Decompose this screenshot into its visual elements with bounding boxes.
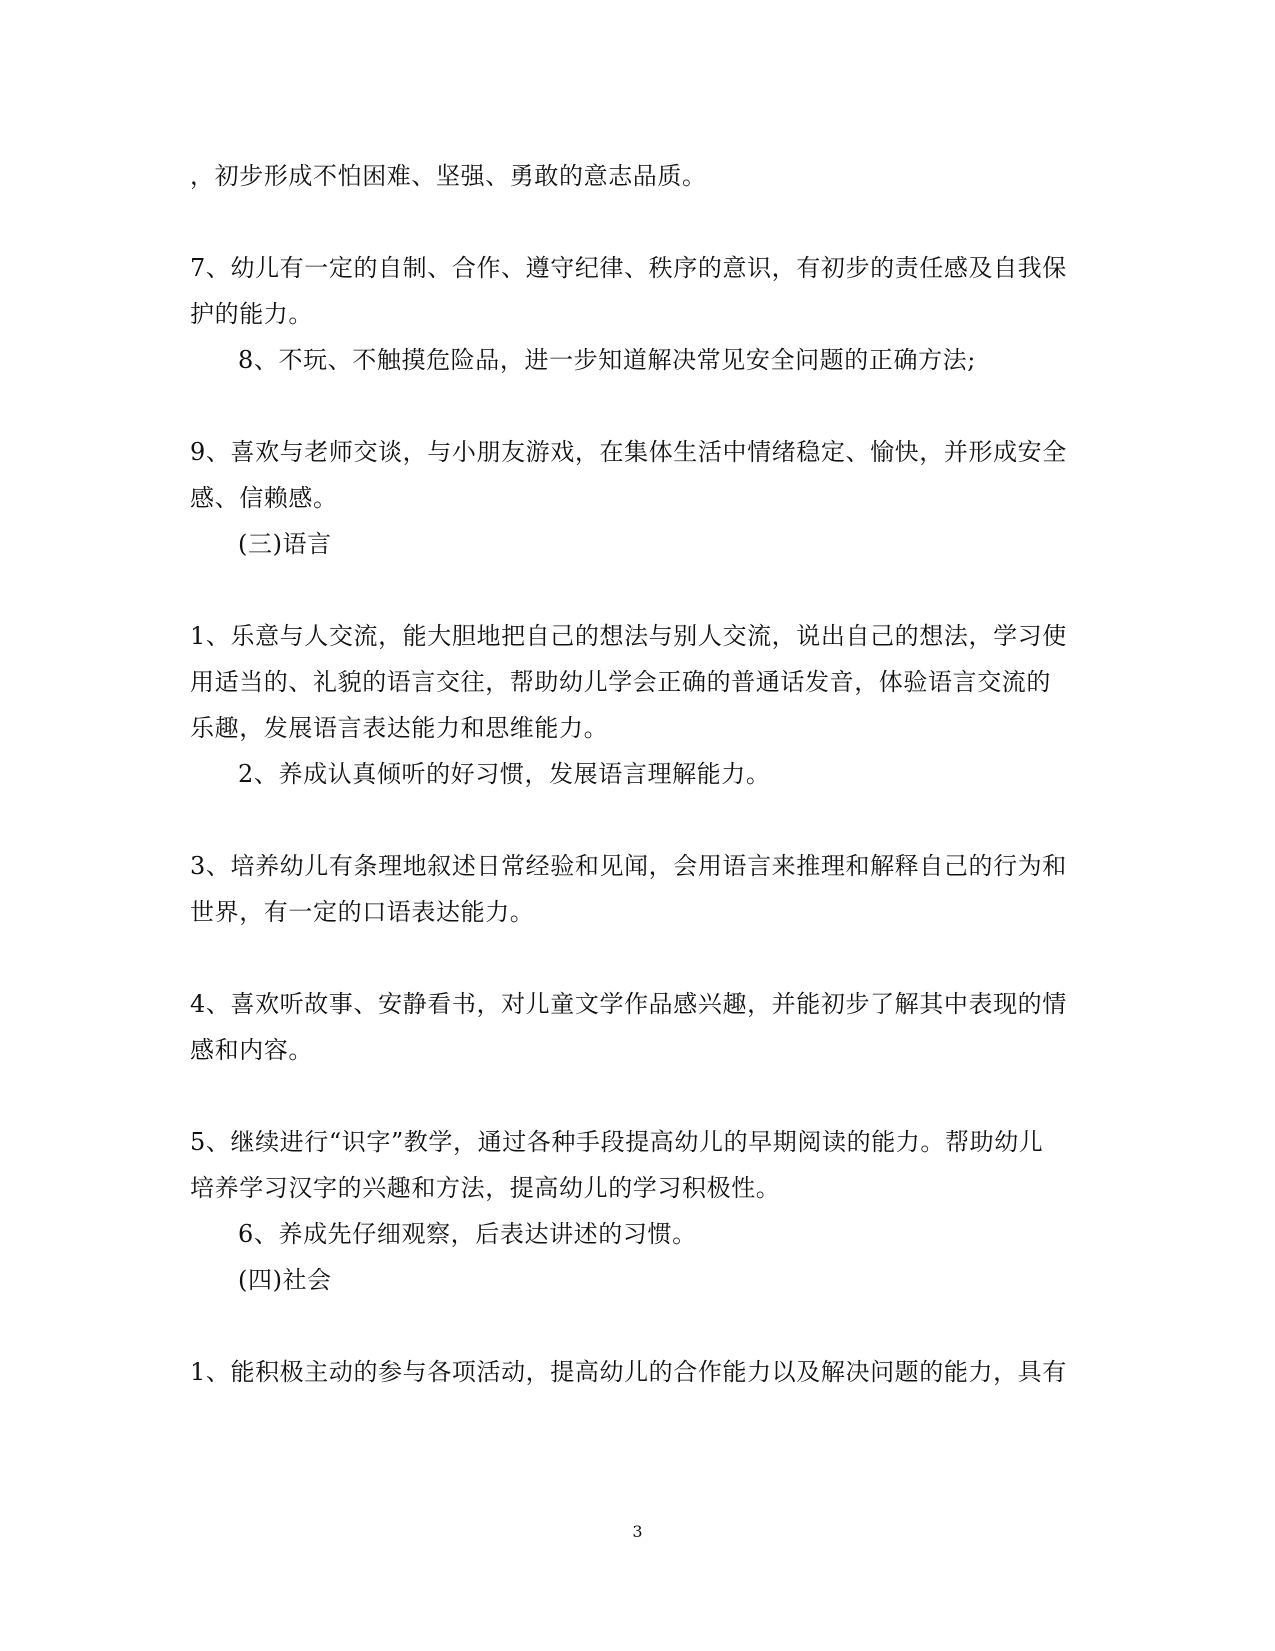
text-line: 1、乐意与人交流，能大胆地把自己的想法与别人交流，说出自己的想法，学习使 [190,622,1067,650]
text-line: 9、喜欢与老师交谈，与小朋友游戏，在集体生活中情绪稳定、愉快，并形成安全 [190,438,1067,466]
text-line: 世界，有一定的口语表达能力。 [190,898,535,926]
text-line: 用适当的、礼貌的语言交往，帮助幼儿学会正确的普通话发音，体验语言交流的 [190,668,1051,696]
page-number: 3 [632,1522,643,1541]
text-line: 4、喜欢听故事、安静看书，对儿童文学作品感兴趣，并能初步了解其中表现的情 [190,990,1067,1018]
text-line: 6、养成先仔细观察，后表达讲述的习惯。 [238,1220,697,1248]
text-line: 2、养成认真倾听的好习惯，发展语言理解能力。 [238,760,771,788]
text-line: 5、继续进行“识字”教学，通过各种手段提高幼儿的早期阅读的能力。帮助幼儿 [190,1128,1044,1156]
section-heading: (三)语言 [238,530,332,558]
text-line: 护的能力。 [190,300,313,328]
section-heading: (四)社会 [238,1266,332,1294]
text-line: 感、信赖感。 [190,484,338,512]
text-line: 3、培养幼儿有条理地叙述日常经验和见闻，会用语言来推理和解释自己的行为和 [190,852,1067,880]
text-line: 培养学习汉字的兴趣和方法，提高幼儿的学习积极性。 [190,1174,781,1202]
text-line: 1、能积极主动的参与各项活动，提高幼儿的合作能力以及解决问题的能力，具有 [190,1358,1067,1386]
text-line: 乐趣，发展语言表达能力和思维能力。 [190,714,609,742]
text-line: 感和内容。 [190,1036,313,1064]
text-line: 8、不玩、不触摸危险品，进一步知道解决常见安全问题的正确方法; [238,346,976,374]
text-line: ，初步形成不怕困难、坚强、勇敢的意志品质。 [190,162,707,190]
text-line: 7、幼儿有一定的自制、合作、遵守纪律、秩序的意识，有初步的责任感及自我保 [190,254,1067,282]
